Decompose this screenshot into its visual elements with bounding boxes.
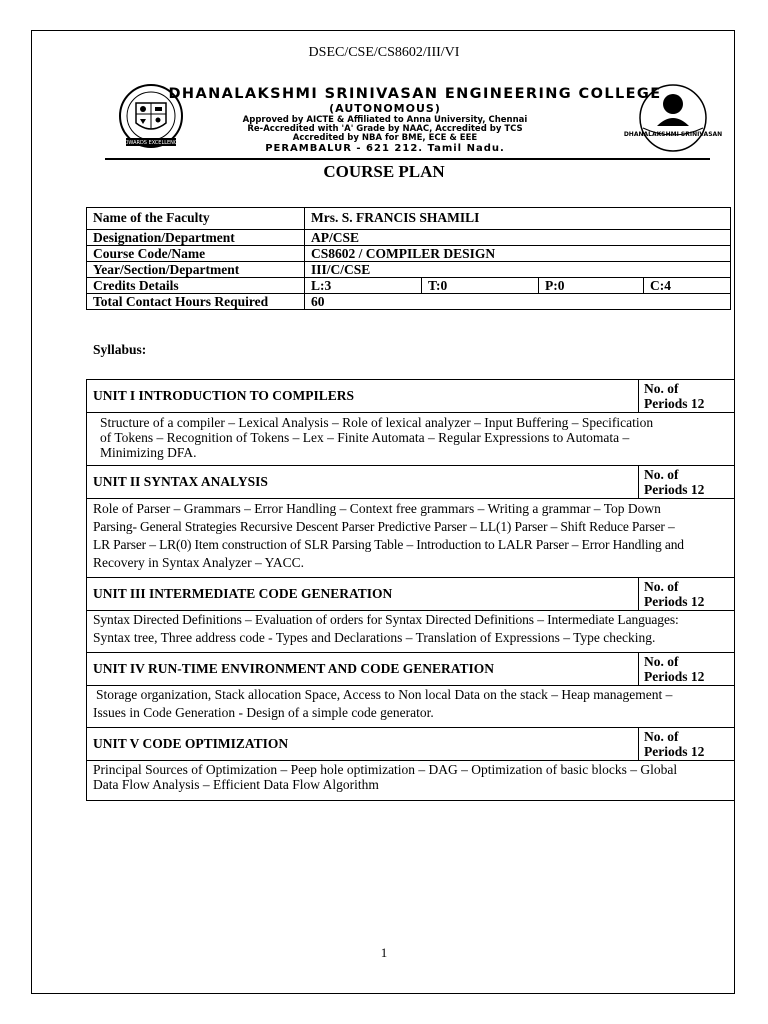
unit-periods: No. of Periods 12: [639, 653, 735, 686]
college-address: PERAMBALUR - 621 212. Tamil Nadu.: [265, 143, 505, 154]
unit-periods: No. of Periods 12: [639, 578, 735, 611]
unit-header-row: [87, 466, 735, 499]
credits-label: Credits Details: [87, 278, 305, 294]
portrait-caption: DHANALAKSHMI SRINIVASAN: [623, 131, 723, 138]
document-code: DSEC/CSE/CS8602/III/VI: [308, 45, 460, 60]
college-header: [105, 80, 723, 160]
unit-content-row: [87, 499, 735, 578]
unit-content: Structure of a compiler – Lexical Analysis – Role of lexical analyzer – Input Buffering – Specification of Tokens – Recognition of Tokens – Lex – Finite Automata – Regular Expressions to Automata – Minimizing DFA.: [87, 413, 735, 466]
college-name: DHANALAKSHMI SRINIVASAN ENGINEERING COLLEGE: [168, 86, 662, 102]
affiliation-line-3: Accredited by NBA for BME, ECE & EEE: [292, 133, 478, 143]
unit-header-row: [87, 578, 735, 611]
syllabus-table: [86, 379, 735, 801]
unit-periods: No. of Periods 12: [639, 380, 735, 413]
course-label: Course Code/Name: [87, 246, 305, 262]
table-row: [87, 246, 731, 262]
page-number: 1: [380, 945, 388, 960]
hours-value: 60: [305, 294, 731, 310]
credits-p: P:0: [539, 278, 644, 294]
autonomous-label: (AUTONOMOUS): [329, 102, 441, 115]
unit-header-row: [87, 728, 735, 761]
course-info-table: [86, 207, 731, 310]
table-row: [87, 294, 731, 310]
designation-label: Designation/Department: [87, 230, 305, 246]
course-value: CS8602 / COMPILER DESIGN: [305, 246, 731, 262]
hours-label: Total Contact Hours Required: [87, 294, 305, 310]
unit-content-row: [87, 413, 735, 466]
unit-periods: No. of Periods 12: [639, 466, 735, 499]
credits-t: T:0: [422, 278, 539, 294]
unit-content-row: [87, 686, 735, 728]
unit-title: UNIT II SYNTAX ANALYSIS: [87, 466, 639, 499]
unit-header-row: [87, 653, 735, 686]
faculty-value: Mrs. S. FRANCIS SHAMILI: [305, 208, 731, 230]
faculty-label: Name of the Faculty: [87, 208, 305, 230]
table-row: [87, 230, 731, 246]
unit-title: UNIT I INTRODUCTION TO COMPILERS: [87, 380, 639, 413]
affiliation-line-2: Re-Accredited with 'A' Grade by NAAC, Accredited by TCS: [247, 124, 523, 134]
unit-content-row: [87, 761, 735, 801]
unit-title: UNIT V CODE OPTIMIZATION: [87, 728, 639, 761]
syllabus-heading: Syllabus:: [93, 342, 147, 357]
credits-c: C:4: [644, 278, 731, 294]
designation-value: AP/CSE: [305, 230, 731, 246]
unit-title: UNIT IV RUN-TIME ENVIRONMENT AND CODE GENERATION: [87, 653, 639, 686]
emblem-motto: TOWARDS EXCELLENCE: [121, 140, 181, 146]
table-row: [87, 208, 731, 230]
table-row: [87, 278, 731, 294]
year-label: Year/Section/Department: [87, 262, 305, 278]
founder-portrait-icon: [623, 82, 723, 154]
year-value: III/C/CSE: [305, 262, 731, 278]
unit-content-row: [87, 611, 735, 653]
unit-periods: No. of Periods 12: [639, 728, 735, 761]
affiliation-line-1: Approved by AICTE & Affiliated to Anna University, Chennai: [242, 115, 528, 125]
unit-content: Syntax Directed Definitions – Evaluation of orders for Syntax Directed Definitions – Intermediate Languages: Syntax tree, Three address code - Types and Declarations – Translation of Expressions – Type checking.: [87, 611, 735, 653]
header-divider: [105, 158, 710, 160]
unit-content: Role of Parser – Grammars – Error Handling – Context free grammars – Writing a grammar – Top Down Parsing- General Strategies Recursive Descent Parser Predictive Parser – LL(1) Parser – Shift Reduce Parser – LR Parser – LR(0) Item construction of SLR Parsing Table – Introduction to LALR Parser – Error Handling and Recovery in Syntax Analyzer – YACC.: [87, 499, 735, 578]
table-row: [87, 262, 731, 278]
page-title: COURSE PLAN: [323, 162, 445, 181]
unit-content: Principal Sources of Optimization – Peep hole optimization – DAG – Optimization of basic blocks – Global Data Flow Analysis – Efficient Data Flow Algorithm: [87, 761, 735, 801]
credits-l: L:3: [305, 278, 422, 294]
unit-header-row: [87, 380, 735, 413]
unit-content: Storage organization, Stack allocation Space, Access to Non local Data on the stack – Heap management – Issues in Code Generation - Design of a simple code generator.: [87, 686, 735, 728]
unit-title: UNIT III INTERMEDIATE CODE GENERATION: [87, 578, 639, 611]
